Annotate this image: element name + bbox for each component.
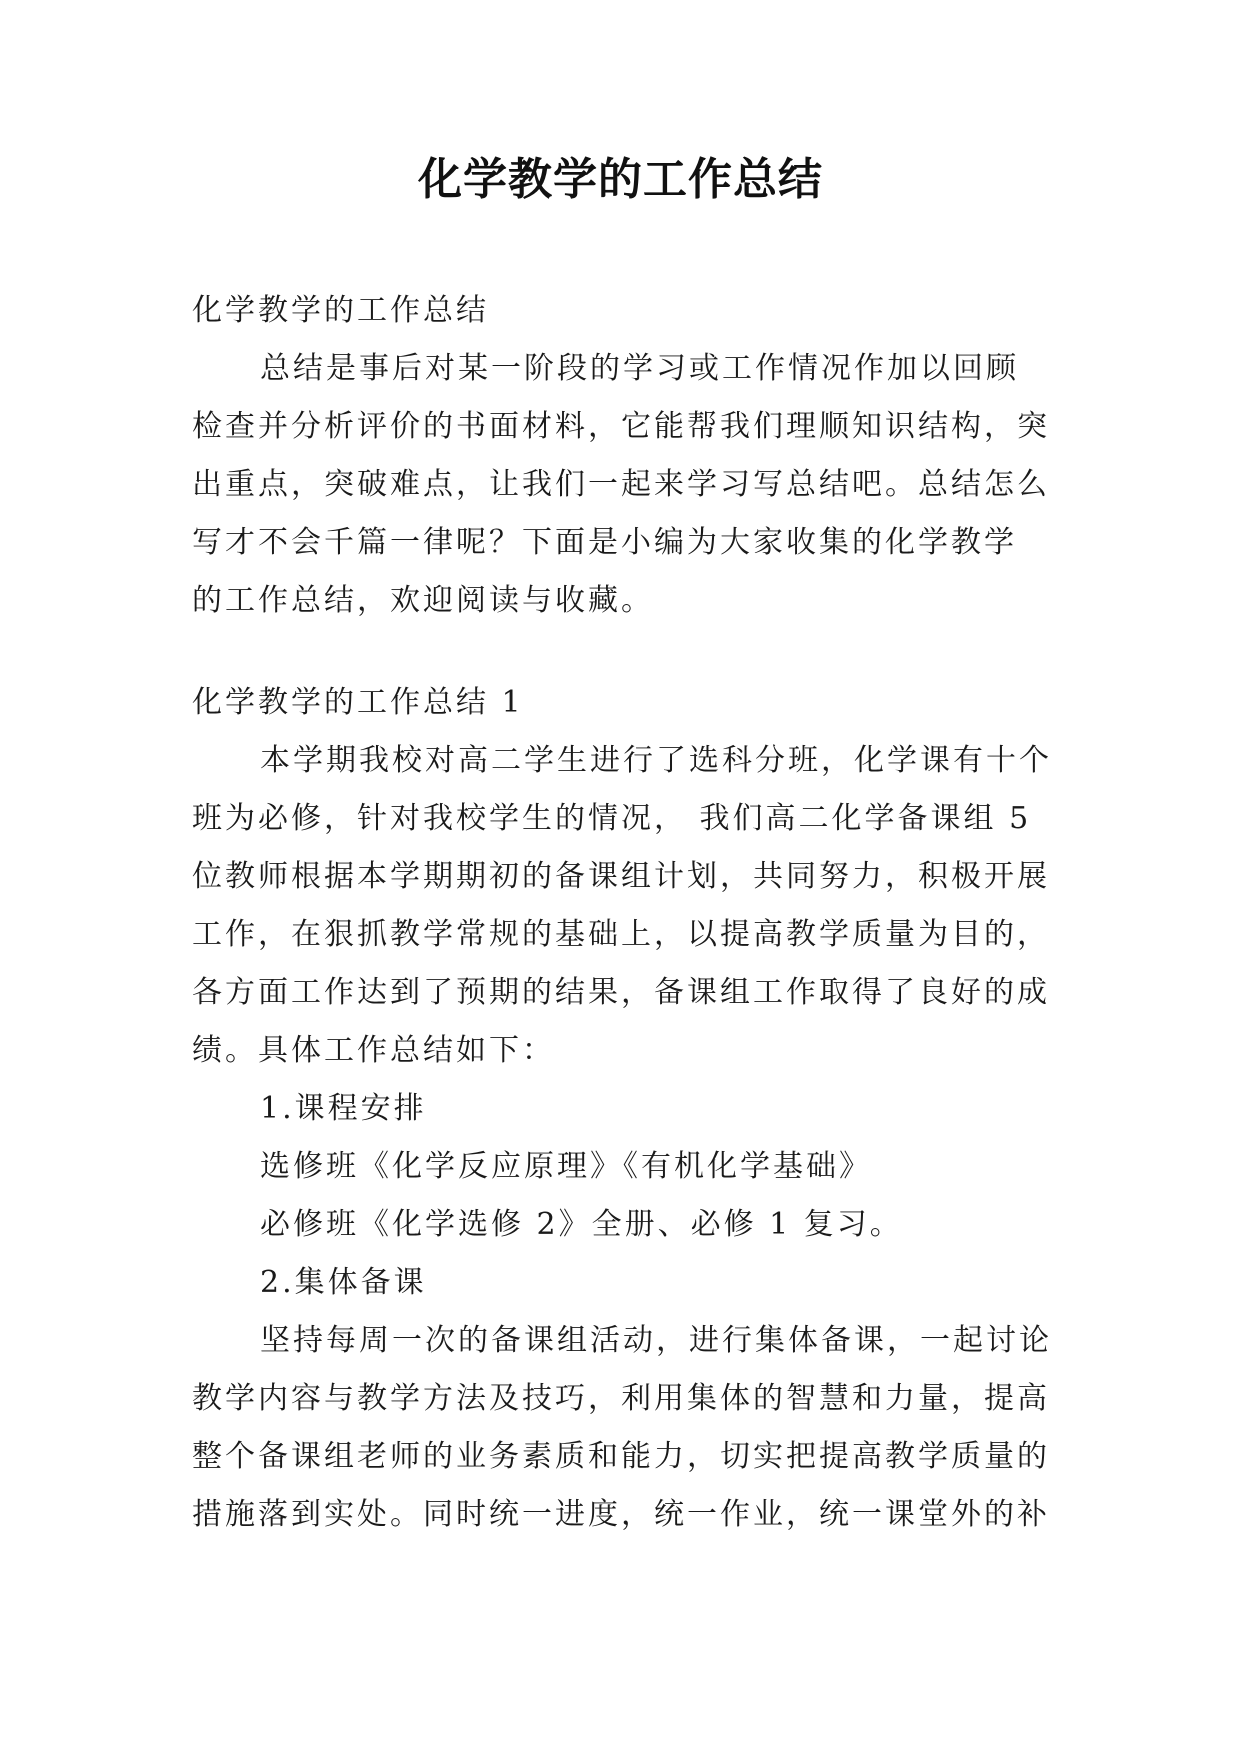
section-heading: 化学教学的工作总结 1 (192, 685, 524, 720)
section-line: 绩。具体工作总结如下： (192, 1033, 555, 1068)
intro-line: 总结是事后对某一阶段的学习或工作情况作加以回顾 (260, 351, 1019, 386)
item-line: 坚持每周一次的备课组活动，进行集体备课，一起讨论 (260, 1323, 1052, 1358)
item-line: 措施落到实处。同时统一进度，统一作业，统一课堂外的补 (192, 1497, 1050, 1532)
intro-line: 写才不会千篇一律呢？下面是小编为大家收集的化学教学 (192, 525, 1017, 560)
intro-line: 检查并分析评价的书面材料，它能帮我们理顺知识结构，突 (192, 409, 1050, 444)
section-line: 班为必修，针对我校学生的情况， 我们高二化学备课组 5 (192, 801, 1032, 836)
section-line: 工作，在狠抓教学常规的基础上，以提高教学质量为目的， (192, 917, 1050, 952)
section-line: 各方面工作达到了预期的结果，备课组工作取得了良好的成 (192, 975, 1050, 1010)
item-line: 选修班《化学反应原理》《有机化学基础》 (260, 1149, 872, 1184)
document-title: 化学教学的工作总结 (418, 154, 823, 205)
item-line: 整个备课组老师的业务素质和能力，切实把提高教学质量的 (192, 1439, 1050, 1474)
paragraph-gap (192, 630, 1082, 674)
item-heading: 1.课程安排 (260, 1091, 427, 1126)
document-body (192, 282, 1082, 1544)
section-line: 本学期我校对高二学生进行了选科分班，化学课有十个 (260, 743, 1052, 778)
item-heading: 2.集体备课 (260, 1265, 427, 1300)
intro-heading: 化学教学的工作总结 (192, 293, 489, 328)
intro-line: 出重点，突破难点，让我们一起来学习写总结吧。总结怎么 (192, 467, 1050, 502)
intro-line: 的工作总结，欢迎阅读与收藏。 (192, 583, 654, 618)
item-line: 教学内容与教学方法及技巧，利用集体的智慧和力量，提高 (192, 1381, 1050, 1416)
item-line: 必修班《化学选修 2》全册、必修 1 复习。 (260, 1207, 903, 1242)
section-line: 位教师根据本学期期初的备课组计划，共同努力，积极开展 (192, 859, 1050, 894)
